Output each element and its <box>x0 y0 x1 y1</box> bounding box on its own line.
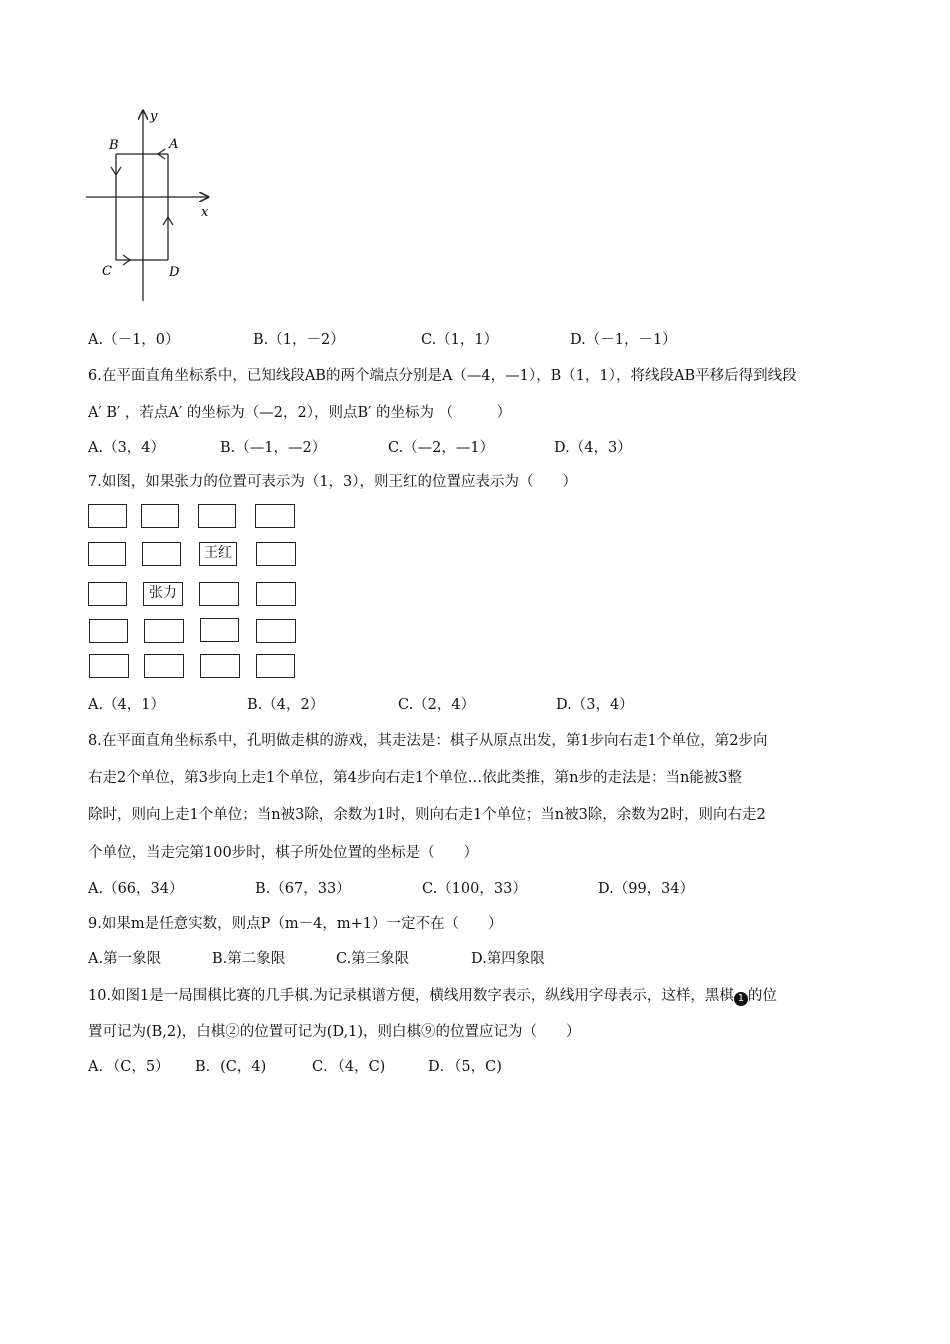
q6-stem-line1: 6.在平面直角坐标系中，已知线段AB的两个端点分别是A（—4，—1），B（1，1），将线段AB平移后得到线段 <box>88 368 797 384</box>
seat-box <box>144 654 184 678</box>
zhang-li-label: 张力 <box>149 585 177 601</box>
seat-box <box>89 619 128 643</box>
q9-option-b[interactable]: B.第二象限 <box>212 951 286 967</box>
q8-option-c[interactable]: C.（100，33） <box>422 881 527 897</box>
black-stone-1-icon: 1 <box>734 992 748 1006</box>
seat-box <box>141 504 179 528</box>
seat-box <box>88 542 126 566</box>
q6-option-b[interactable]: B.（—1，—2） <box>220 440 327 456</box>
q7-stem-line1: 7.如图，如果张力的位置可表示为（1，3），则王红的位置应表示为（ ） <box>88 474 578 490</box>
q9-option-c[interactable]: C.第三象限 <box>336 951 410 967</box>
q7-option-d[interactable]: D.（3，4） <box>556 697 634 713</box>
q7-option-b[interactable]: B.（4，2） <box>247 697 325 713</box>
q5-option-b[interactable]: B.（1，－2） <box>253 332 345 348</box>
q8-stem-line2: 右走2个单位，第3步向上走1个单位，第4步向右走1个单位…依此类推，第n步的走法是：当n能被3整 <box>88 770 743 786</box>
seat-box <box>256 619 296 643</box>
seat-box <box>199 582 239 606</box>
q5-option-d[interactable]: D.（－1，－1） <box>570 332 677 348</box>
seat-box <box>88 504 127 528</box>
q8-option-d[interactable]: D.（99，34） <box>598 881 695 897</box>
q10-stem-line2: 置可记为(B,2)，白棋②的位置可记为(D,1)，则白棋⑨的位置应记为（ ） <box>88 1024 581 1040</box>
q10-stem-line1 <box>88 986 777 1006</box>
q5-coordinate-figure <box>80 105 220 305</box>
y-axis-label: y <box>150 109 158 124</box>
point-label-A: A <box>169 137 179 152</box>
seat-box <box>88 582 127 606</box>
q8-stem-line3: 除时，则向上走1个单位；当n被3除，余数为1时，则向右走1个单位；当n被3除，余数为2时，则向右走2 <box>88 807 766 823</box>
q10-option-a[interactable]: A．（C，5） <box>88 1059 170 1075</box>
q6-option-d[interactable]: D.（4，3） <box>554 440 632 456</box>
q8-stem-line4: 个单位，当走完第100步时，棋子所处位置的坐标是（ ） <box>88 845 479 861</box>
wang-hong-label: 王红 <box>204 545 232 561</box>
q9-stem-line1: 9.如果m是任意实数，则点P（m－4，m+1）一定不在（ ） <box>88 916 503 932</box>
q5-option-a[interactable]: A.（－1，0） <box>88 332 180 348</box>
q7-option-a[interactable]: A.（4，1） <box>88 697 166 713</box>
seat-box <box>200 618 239 642</box>
seat-box <box>89 654 129 678</box>
q9-option-a[interactable]: A.第一象限 <box>88 951 162 967</box>
q10-option-c[interactable]: C．（4，C) <box>312 1059 386 1075</box>
q7-option-c[interactable]: C.（2，4） <box>398 697 476 713</box>
point-label-B: B <box>109 138 119 153</box>
q8-stem-line1: 8.在平面直角坐标系中，孔明做走棋的游戏，其走法是：棋子从原点出发，第1步向右走1个单位，第2步向 <box>88 733 768 749</box>
q5-option-c[interactable]: C.（1，1） <box>421 332 499 348</box>
seat-box-zhang-li <box>143 582 183 606</box>
q9-option-d[interactable]: D.第四象限 <box>471 951 545 967</box>
q8-option-b[interactable]: B.（67，33） <box>255 881 351 897</box>
q10-option-d[interactable]: D．（5，C) <box>428 1059 502 1075</box>
seat-box <box>144 619 184 643</box>
seat-box <box>200 654 240 678</box>
q6-option-a[interactable]: A.（3，4） <box>88 440 166 456</box>
q8-option-a[interactable]: A.（66，34） <box>88 881 184 897</box>
seat-box <box>256 542 296 566</box>
seat-box-wang-hong <box>199 542 237 566</box>
seat-box <box>198 504 236 528</box>
point-label-C: C <box>102 264 112 279</box>
x-axis-label: x <box>201 205 209 220</box>
q10-stem-line1-a: 10.如图1是一局围棋比赛的几手棋.为记录棋谱方便，横线用数字表示，纵线用字母表示，这样，黑棋 <box>88 988 734 1004</box>
seat-box <box>256 582 296 606</box>
q6-option-c[interactable]: C.（—2，—1） <box>388 440 495 456</box>
q10-option-b[interactable]: B．(C，4) <box>195 1059 267 1075</box>
q10-stem-line1-b: 的位 <box>747 988 777 1004</box>
q6-stem-line2: A′ B′ ，若点A′ 的坐标为（—2，2），则点B′ 的坐标为 （ ） <box>88 405 512 421</box>
point-label-D: D <box>169 265 180 280</box>
seat-box <box>255 504 295 528</box>
seat-box <box>256 654 295 678</box>
seat-box <box>142 542 181 566</box>
